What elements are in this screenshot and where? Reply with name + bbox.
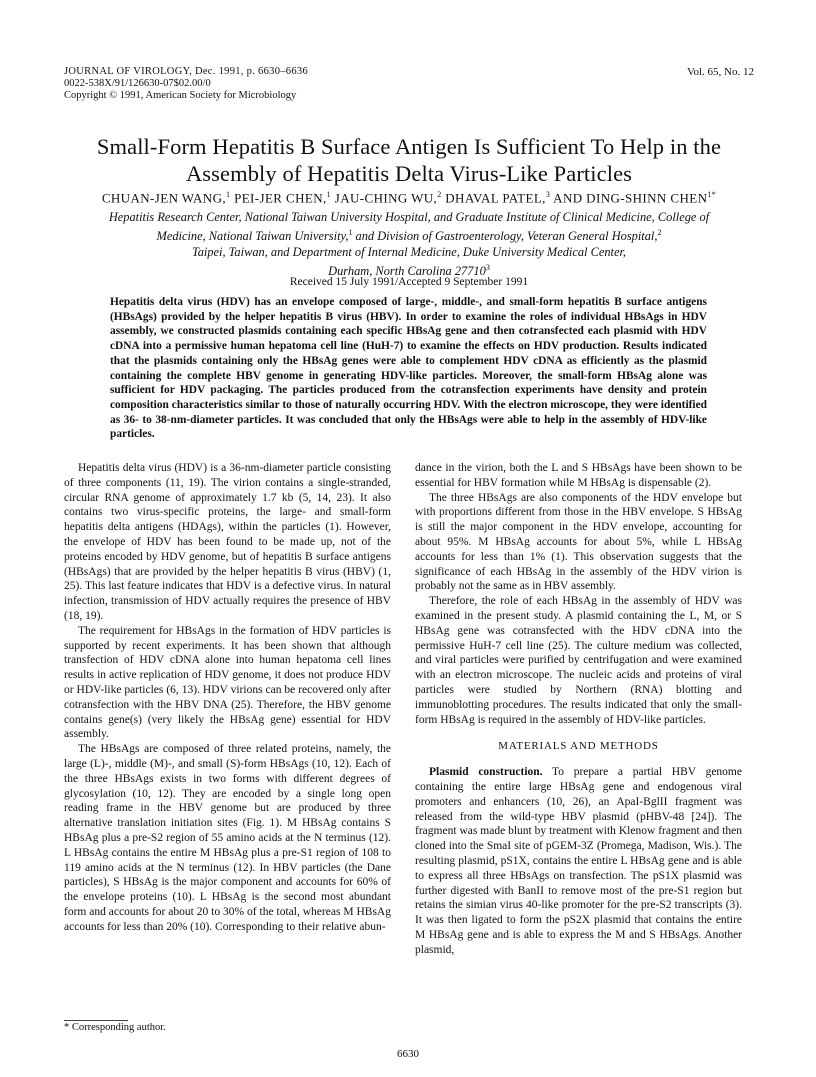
- author-affiliation-mark: 1: [226, 190, 231, 199]
- body-paragraph: Hepatitis delta virus (HDV) is a 36-nm-diameter particle consisting of three components (11, 19). The virion contains a single-stranded, circular RNA genome of approximately 1.7 kb (5, 14, 23). It also contains two virus-specific proteins, the large- and small-form hepatitis delta antigens (HDAgs), within the particles (1). However, the envelope of HDV has been found to be made up, not of the proteins encoded by HDV genome, but of hepatitis B surface antigens (HBsAgs) that are provided by the helper hepatitis B virus (HBV) (1, 25). This last feature indicates that HDV is a defective virus. In natural infection, transmission of HDV actually requires the presence of HBV (18, 19).: [64, 462, 391, 622]
- paragraph-text: To prepare a partial HBV genome containing the entire large HBsAg gene and endogenous viral promoters and enhancers (10, 26), an ApaI-BglII fragment was released from the wild-type HBV plasmid (pHBV-48 [24]). The fragment was made blunt by treatment with Klenow fragment and then cloned into the SmaI site of pGEM-3Z (Promega, Madison, Wis.). The resulting plasmid, pS1X, contains the entire L HBsAg gene and is able to express all three HBsAgs on transfection. The pS1X plasmid was further digested with BanII to remove most of the pre-S1 region but retains the simian virus 40-like promoter for the pre-S2 transcripts (3). It was then ligated to form the pS2X plasmid that contains the entire M HBsAg gene and is able to express the M and S HBsAgs. Another plasmid,: [415, 766, 742, 956]
- footnote-divider: [64, 1020, 128, 1021]
- body-paragraph: The HBsAgs are composed of three related proteins, namely, the large (L)-, middle (M)-, and small (S)-form HBsAgs (10, 12). Each of the three HBsAgs exists in two forms with different degrees of glycosylation (10, 12). They are encoded by a single long open reading frame in the HBV genome but are produced by three alternative translation initiation sites (Fig. 1). M HBsAg contains S HBsAg plus a pre-S2 region of 55 amino acids at the N terminus (12). L HBsAg contains the entire M HBsAg plus a pre-S1 region of 108 to 119 amino acids at the N terminus (12). In HBV particles (the Dane particles), S HBsAg is the major component and accounts for 60% of the envelope proteins (10). L HBsAg is the second most abundant form and accounts for about 20 to 30% of the total, whereas M HBsAg accounts for less than 20% (10). Corresponding to their relative abun-: [64, 743, 391, 933]
- title-line-1: Small-Form Hepatitis B Surface Antigen Is Sufficient To Help in the: [96, 134, 722, 159]
- body-paragraph: Therefore, the role of each HBsAg in the assembly of HDV was examined in the present study. A plasmid containing the L, M, or S HBsAg gene was cotransfected with the HDV cDNA into the permissive HuH-7 cell line (25). The culture medium was collected, and viral particles were purified by centrifugation and were examined with an electron microscope. The nucleic acids and proteins of viral particles were studied by Northern (RNA) blotting and immunoblotting procedures. The results indicated that only the small-form HBsAg is required in the assembly of HDV-like particles.: [415, 595, 742, 726]
- affiliation-text: Durham, North Carolina 27710: [328, 264, 486, 279]
- right-column: [415, 461, 742, 958]
- affiliations: [60, 209, 758, 279]
- author-affiliation-mark: 3: [545, 190, 551, 199]
- author-affiliation-mark: 2: [437, 190, 442, 199]
- author-name: JAU-CHING WU,: [334, 190, 438, 206]
- author-name: PEI-JER CHEN,: [234, 190, 327, 206]
- subsection-heading: Plasmid construction.: [429, 766, 543, 779]
- affiliation-mark: 1: [348, 228, 353, 237]
- author-affiliation-mark: 1: [326, 190, 332, 199]
- author-name: AND DING-SHINN CHEN: [553, 190, 708, 206]
- body-paragraph: [415, 765, 742, 957]
- journal-citation: JOURNAL OF VIROLOGY, Dec. 1991, p. 6630–6636: [64, 66, 309, 77]
- author-name: DHAVAL PATEL,: [445, 190, 546, 206]
- copyright-notice: Copyright © 1991, American Society for Microbiology: [64, 90, 297, 101]
- journal-header: [64, 66, 754, 102]
- affiliation-text: and Division of Gastroenterology, Veteran General Hospital,: [352, 229, 658, 244]
- body-paragraph: The three HBsAgs are also components of the HDV envelope but with proportions different from those in the HBV envelope. S HBsAg is still the major component in the HDV envelope, accounting for about 95%. M HBsAg accounts for about 5%, while L HBsAg accounts for less than 1% (1). This observation suggests that the significance of each HBsAg in the assembly of the HDV virion is probably not the same as in HBV assembly.: [415, 491, 742, 593]
- article-title: [40, 133, 778, 187]
- title-line-2: Assembly of Hepatitis Delta Virus-Like Particles: [185, 161, 633, 186]
- affiliation-line: [60, 225, 758, 244]
- left-column: [64, 461, 391, 935]
- author-affiliation-mark: 1*: [707, 190, 717, 199]
- affiliation-line: Hepatitis Research Center, National Taiwan University Hospital, and Graduate Institute of Clinical Medicine, College of: [108, 210, 710, 224]
- volume-issue: Vol. 65, No. 12: [686, 66, 754, 78]
- affiliation-text: Medicine, National Taiwan University,: [156, 229, 349, 244]
- affiliation-mark: 2: [657, 228, 662, 237]
- body-paragraph: The requirement for HBsAgs in the formation of HDV particles is supported by recent experiments. It has been shown that although transfection of HDV cDNA alone into human hepatoma cell lines results in active replication of HDV genome, it does not produce HDV or HDV-like particles (6, 13). HDV virions can be recovered only after cotransfection with the HBV DNA (25). Therefore, the HBV genome contains gene(s) (very likely the HBsAg gene) essential for HDV assembly.: [64, 624, 391, 741]
- affiliation-mark: 3: [485, 263, 490, 273]
- abstract: Hepatitis delta virus (HDV) has an envelope composed of large-, middle-, and small-form hepatitis B surface antigens (HBsAgs) provided by the helper hepatitis B virus (HBV). In order to examine the roles of individual HBsAgs in HDV assembly, we constructed plasmids containing each specific HBsAg gene and then cotransfected each plasmid with HDV cDNA into a permissive human hepatoma cell line (HuH-7) to examine the effects on HDV production. Results indicated that the plasmids containing only the HBsAg genes were able to complement HDV cDNA as efficiently as the plasmid containing the complete HBV genome in generating HDV-like particles. Moreover, the small-form HBsAg alone was sufficient for HDV packaging. The particles produced from the cotransfection experiments have density and protein composition characteristics similar to those of naturally occurring HDV. With the electron microscope, they were identified as 36- to 38-nm-diameter particles. It was concluded that only the HBsAgs were able to help in the assembly of HDV-like particles.: [110, 296, 707, 441]
- footnote: * Corresponding author.: [64, 1022, 166, 1033]
- author-list: [40, 190, 778, 206]
- received-dates: Received 15 July 1991/Accepted 9 September 1991: [289, 276, 529, 288]
- affiliation-line: Taipei, Taiwan, and Department of Internal Medicine, Duke University Medical Center,: [191, 245, 627, 260]
- author-name: CHUAN-JEN WANG,: [101, 190, 227, 206]
- section-heading: MATERIALS AND METHODS: [498, 740, 659, 753]
- issn-code: 0022-538X/91/126630-07$02.00/0: [64, 78, 211, 89]
- body-paragraph: dance in the virion, both the L and S HBsAgs have been shown to be essential for HBV formation while M HBsAg is dispensable (2).: [415, 462, 742, 489]
- page-number: 6630: [397, 1048, 419, 1060]
